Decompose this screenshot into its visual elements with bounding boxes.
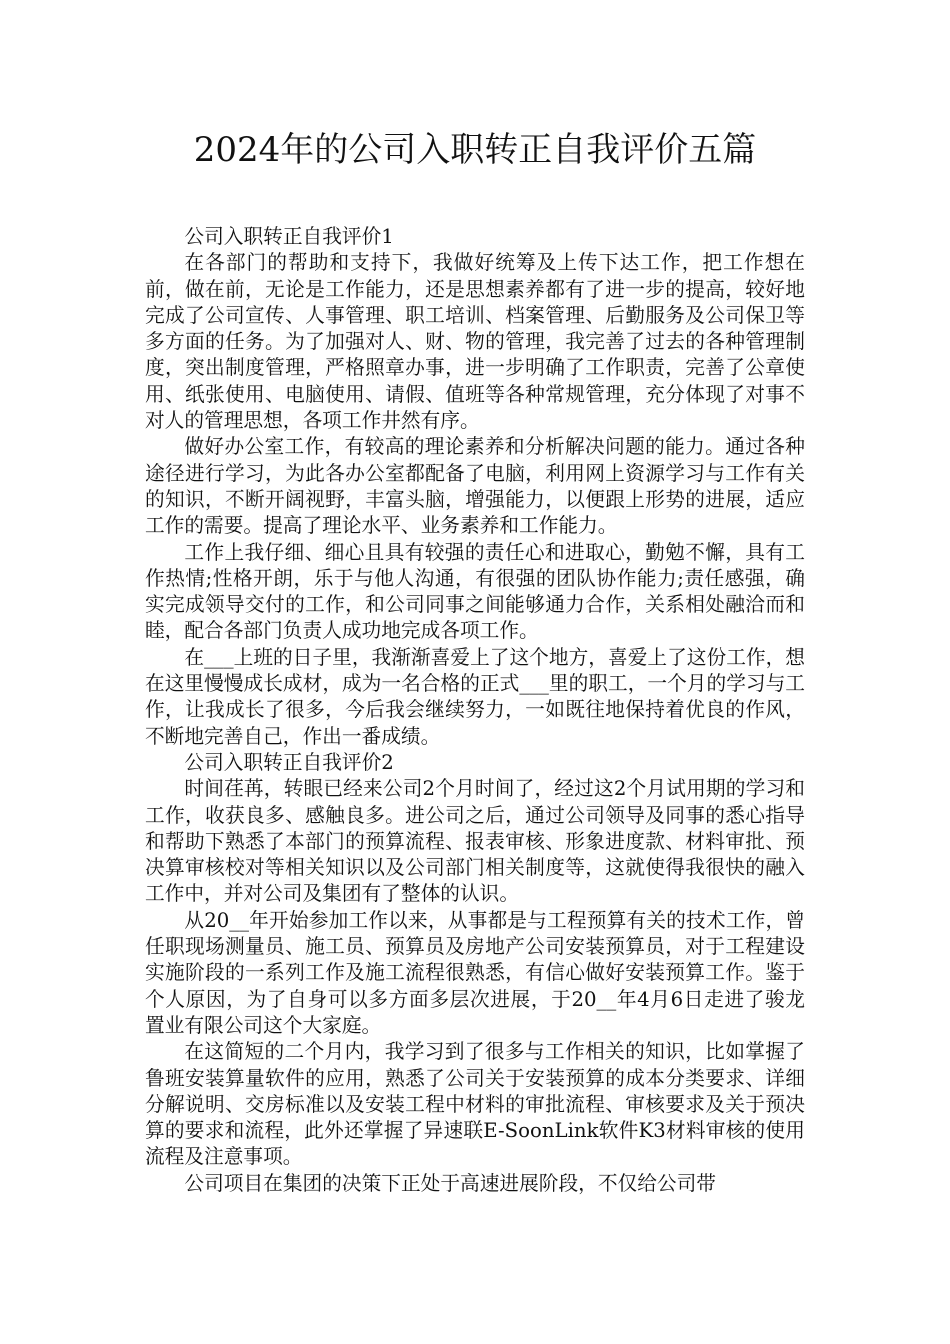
section-heading: 公司入职转正自我评价1 — [184, 225, 394, 248]
body-paragraph: 在___上班的日子里，我渐渐喜爱上了这个地方，喜爱上了这份工作，想在这里慢慢成长成材，成为一名合格的正式___里的职工，一个月的学习与工作，让我成长了很多，今后我会继续努力，一如既往地保持着优良的作风，不断地完善自己，作出一番成绩。 — [145, 645, 805, 748]
body-paragraph: 在这简短的二个月内，我学习到了很多与工作相关的知识，比如掌握了鲁班安装算量软件的应用，熟悉了公司关于安装预算的成本分类要求、详细分解说明、交房标准以及安装工程中材料的审批流程、审核要求及关于预决算的要求和流程，此外还掌握了异速联E-SoonLink软件K3材料审核的使用流程及注意事项。 — [145, 1040, 805, 1169]
body-paragraph: 工作上我仔细、细心且具有较强的责任心和进取心，勤勉不懈，具有工作热情;性格开朗，乐于与他人沟通，有很强的团队协作能力;责任感强，确实完成领导交付的工作，和公司同事之间能够通力合作，关系相处融洽而和睦，配合各部门负责人成功地完成各项工作。 — [145, 540, 805, 643]
section-heading: 公司入职转正自我评价2 — [184, 750, 394, 774]
document-title: 2024年的公司入职转正自我评价五篇 — [193, 130, 757, 170]
body-paragraph: 从20__年开始参加工作以来，从事都是与工程预算有关的技术工作，曾任职现场测量员、施工员、预算员及房地产公司安装预算员，对于工程建设实施阶段的一系列工作及施工流程很熟悉，有信心做好安装预算工作。鉴于个人原因，为了自身可以多方面多层次进展，于20__年4月6日走进了骏龙置业有限公司这个大家庭。 — [145, 908, 805, 1037]
body-paragraph: 时间荏苒，转眼已经来公司2个月时间了，经过这2个月试用期的学习和工作，收获良多、感触良多。进公司之后，通过公司领导及同事的悉心指导和帮助下熟悉了本部门的预算流程、报表审核、形象进度款、材料审批、预决算审核校对等相关知识以及公司部门相关制度等，这就使得我很快的融入工作中，并对公司及集团有了整体的认识。 — [145, 777, 805, 906]
body-paragraph: 公司项目在集团的决策下正处于高速进展阶段，不仅给公司带 — [184, 1171, 716, 1195]
document-body — [145, 224, 805, 1197]
body-paragraph: 在各部门的帮助和支持下，我做好统筹及上传下达工作，把工作想在前，做在前，无论是工作能力，还是思想素养都有了进一步的提高，较好地完成了公司宣传、人事管理、职工培训、档案管理、后勤服务及公司保卫等多方面的任务。为了加强对人、财、物的管理，我完善了过去的各种管理制度，突出制度管理，严格照章办事，进一步明确了工作职责，完善了公章使用、纸张使用、电脑使用、请假、值班等各种常规管理，充分体现了对事不对人的管理思想，各项工作井然有序。 — [145, 251, 805, 433]
body-paragraph: 做好办公室工作，有较高的理论素养和分析解决问题的能力。通过各种途径进行学习，为此各办公室都配备了电脑，利用网上资源学习与工作有关的知识，不断开阔视野，丰富头脑，增强能力，以便跟上形势的进展，适应工作的需要。提高了理论水平、业务素养和工作能力。 — [145, 435, 805, 538]
